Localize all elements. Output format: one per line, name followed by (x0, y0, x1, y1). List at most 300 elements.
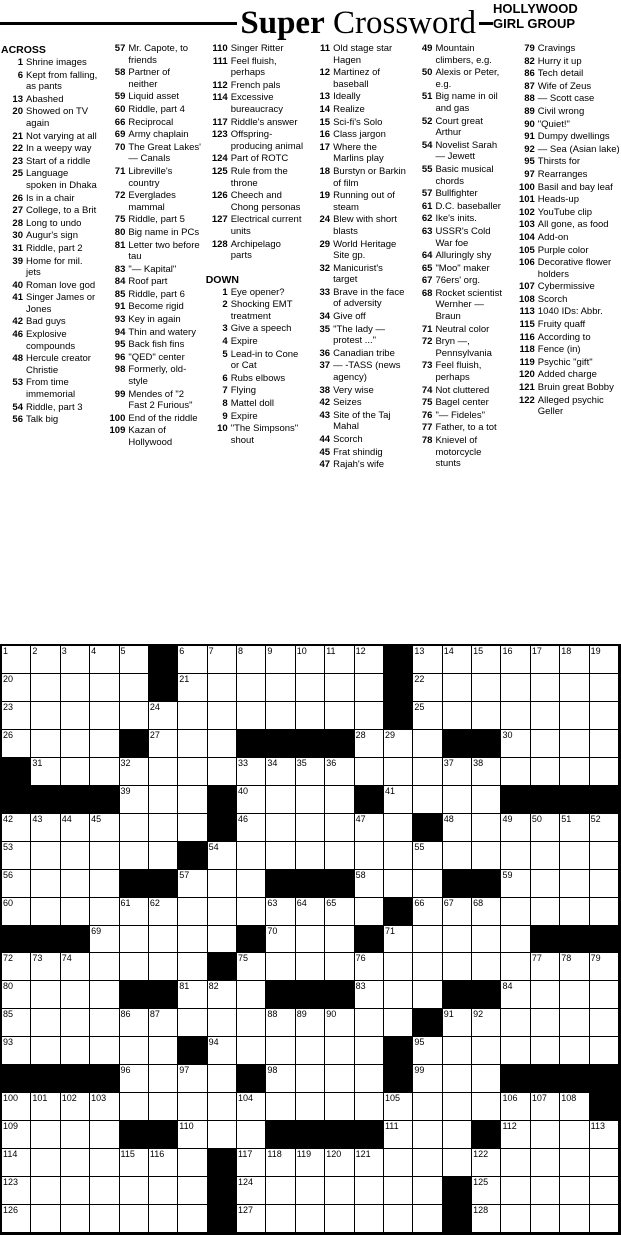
grid-cell[interactable] (90, 702, 119, 730)
grid-cell[interactable] (355, 730, 384, 758)
grid-cell[interactable] (531, 1037, 560, 1065)
grid-cell[interactable] (266, 898, 295, 926)
grid-cell[interactable] (178, 646, 207, 674)
grid-cell[interactable] (31, 842, 60, 870)
grid-cell[interactable] (237, 1205, 266, 1233)
grid-cell[interactable] (472, 702, 501, 730)
grid-cell[interactable] (443, 1121, 472, 1149)
grid-cell[interactable] (90, 953, 119, 981)
grid-cell[interactable] (120, 702, 149, 730)
grid-cell[interactable] (149, 1149, 178, 1177)
grid-cell[interactable] (355, 1065, 384, 1093)
grid-cell[interactable] (61, 1009, 90, 1037)
grid-cell[interactable] (178, 870, 207, 898)
grid-cell[interactable] (590, 1205, 619, 1233)
grid-cell[interactable] (2, 646, 31, 674)
grid-cell[interactable] (413, 953, 442, 981)
grid-cell[interactable] (531, 674, 560, 702)
grid-cell[interactable] (120, 1009, 149, 1037)
grid-cell[interactable] (31, 1205, 60, 1233)
grid-cell[interactable] (296, 898, 325, 926)
grid-cell[interactable] (61, 1037, 90, 1065)
grid-cell[interactable] (296, 1177, 325, 1205)
grid-cell[interactable] (296, 1037, 325, 1065)
grid-cell[interactable] (149, 1093, 178, 1121)
grid-cell[interactable] (443, 1037, 472, 1065)
grid-cell[interactable] (2, 1205, 31, 1233)
grid-cell[interactable] (472, 953, 501, 981)
grid-cell[interactable] (208, 981, 237, 1009)
grid-cell[interactable] (413, 1037, 442, 1065)
grid-cell[interactable] (501, 870, 530, 898)
grid-cell[interactable] (2, 1121, 31, 1149)
grid-cell[interactable] (590, 1149, 619, 1177)
grid-cell[interactable] (120, 926, 149, 954)
grid-cell[interactable] (208, 870, 237, 898)
grid-cell[interactable] (355, 1149, 384, 1177)
grid-cell[interactable] (2, 870, 31, 898)
grid-cell[interactable] (325, 953, 354, 981)
grid-cell[interactable] (443, 758, 472, 786)
grid-cell[interactable] (149, 814, 178, 842)
grid-cell[interactable] (149, 786, 178, 814)
grid-cell[interactable] (501, 926, 530, 954)
grid-cell[interactable] (325, 1009, 354, 1037)
grid-cell[interactable] (237, 898, 266, 926)
grid-cell[interactable] (443, 674, 472, 702)
grid-cell[interactable] (266, 758, 295, 786)
grid-cell[interactable] (178, 926, 207, 954)
grid-cell[interactable] (325, 1065, 354, 1093)
grid-cell[interactable] (384, 1009, 413, 1037)
grid-cell[interactable] (355, 870, 384, 898)
grid-cell[interactable] (149, 842, 178, 870)
grid-cell[interactable] (501, 842, 530, 870)
grid-cell[interactable] (237, 953, 266, 981)
grid-cell[interactable] (237, 1037, 266, 1065)
grid-cell[interactable] (266, 953, 295, 981)
grid-cell[interactable] (90, 730, 119, 758)
grid-cell[interactable] (413, 926, 442, 954)
grid-cell[interactable] (325, 702, 354, 730)
grid-cell[interactable] (531, 730, 560, 758)
grid-cell[interactable] (472, 1009, 501, 1037)
grid-cell[interactable] (590, 730, 619, 758)
grid-cell[interactable] (149, 1177, 178, 1205)
grid-cell[interactable] (325, 898, 354, 926)
grid-cell[interactable] (590, 842, 619, 870)
grid-cell[interactable] (120, 786, 149, 814)
grid-cell[interactable] (325, 1177, 354, 1205)
grid-cell[interactable] (472, 758, 501, 786)
grid-cell[interactable] (208, 842, 237, 870)
grid-cell[interactable] (501, 702, 530, 730)
grid-cell[interactable] (120, 1065, 149, 1093)
grid-cell[interactable] (355, 1037, 384, 1065)
grid-cell[interactable] (2, 730, 31, 758)
grid-cell[interactable] (384, 814, 413, 842)
grid-cell[interactable] (61, 646, 90, 674)
grid-cell[interactable] (325, 1205, 354, 1233)
grid-cell[interactable] (296, 758, 325, 786)
grid-cell[interactable] (384, 1177, 413, 1205)
grid-cell[interactable] (178, 981, 207, 1009)
grid-cell[interactable] (325, 1037, 354, 1065)
grid-cell[interactable] (2, 674, 31, 702)
grid-cell[interactable] (560, 674, 589, 702)
grid-cell[interactable] (531, 842, 560, 870)
grid-cell[interactable] (531, 1093, 560, 1121)
grid-cell[interactable] (237, 1009, 266, 1037)
grid-cell[interactable] (178, 730, 207, 758)
grid-cell[interactable] (384, 758, 413, 786)
grid-cell[interactable] (149, 758, 178, 786)
grid-cell[interactable] (31, 646, 60, 674)
grid-cell[interactable] (472, 898, 501, 926)
grid-cell[interactable] (61, 702, 90, 730)
grid-cell[interactable] (590, 646, 619, 674)
grid-cell[interactable] (590, 981, 619, 1009)
grid-cell[interactable] (178, 674, 207, 702)
grid-cell[interactable] (237, 814, 266, 842)
grid-cell[interactable] (208, 1121, 237, 1149)
grid-cell[interactable] (590, 1037, 619, 1065)
grid-cell[interactable] (2, 1093, 31, 1121)
grid-cell[interactable] (31, 953, 60, 981)
grid-cell[interactable] (208, 702, 237, 730)
grid-cell[interactable] (560, 1205, 589, 1233)
grid-cell[interactable] (531, 814, 560, 842)
grid-cell[interactable] (120, 1205, 149, 1233)
grid-cell[interactable] (325, 646, 354, 674)
grid-cell[interactable] (90, 1205, 119, 1233)
grid-cell[interactable] (31, 1177, 60, 1205)
grid-cell[interactable] (501, 814, 530, 842)
grid-cell[interactable] (443, 898, 472, 926)
grid-cell[interactable] (2, 898, 31, 926)
grid-cell[interactable] (90, 1149, 119, 1177)
grid-cell[interactable] (61, 730, 90, 758)
grid-cell[interactable] (178, 1093, 207, 1121)
grid-cell[interactable] (178, 814, 207, 842)
grid-cell[interactable] (296, 814, 325, 842)
grid-cell[interactable] (120, 842, 149, 870)
grid-cell[interactable] (31, 758, 60, 786)
grid-cell[interactable] (472, 1205, 501, 1233)
grid-cell[interactable] (325, 674, 354, 702)
grid-cell[interactable] (296, 1149, 325, 1177)
grid-cell[interactable] (178, 702, 207, 730)
grid-cell[interactable] (149, 1205, 178, 1233)
grid-cell[interactable] (149, 730, 178, 758)
grid-cell[interactable] (531, 1121, 560, 1149)
grid-cell[interactable] (266, 674, 295, 702)
grid-cell[interactable] (2, 814, 31, 842)
grid-cell[interactable] (208, 898, 237, 926)
grid-cell[interactable] (149, 1037, 178, 1065)
grid-cell[interactable] (325, 1149, 354, 1177)
grid-cell[interactable] (560, 1009, 589, 1037)
grid-cell[interactable] (296, 1009, 325, 1037)
grid-cell[interactable] (266, 926, 295, 954)
grid-cell[interactable] (237, 981, 266, 1009)
grid-cell[interactable] (472, 786, 501, 814)
grid-cell[interactable] (560, 1177, 589, 1205)
grid-cell[interactable] (90, 926, 119, 954)
grid-cell[interactable] (90, 898, 119, 926)
grid-cell[interactable] (501, 1037, 530, 1065)
grid-cell[interactable] (90, 870, 119, 898)
grid-cell[interactable] (472, 842, 501, 870)
grid-cell[interactable] (296, 953, 325, 981)
grid-cell[interactable] (560, 981, 589, 1009)
grid-cell[interactable] (472, 674, 501, 702)
grid-cell[interactable] (237, 786, 266, 814)
grid-cell[interactable] (413, 1177, 442, 1205)
grid-cell[interactable] (501, 1177, 530, 1205)
grid-cell[interactable] (413, 758, 442, 786)
grid-cell[interactable] (90, 1037, 119, 1065)
grid-cell[interactable] (560, 814, 589, 842)
grid-cell[interactable] (531, 702, 560, 730)
grid-cell[interactable] (178, 1121, 207, 1149)
grid-cell[interactable] (355, 953, 384, 981)
grid-cell[interactable] (208, 730, 237, 758)
grid-cell[interactable] (296, 702, 325, 730)
grid-cell[interactable] (61, 758, 90, 786)
grid-cell[interactable] (355, 758, 384, 786)
grid-cell[interactable] (501, 1009, 530, 1037)
grid-cell[interactable] (501, 981, 530, 1009)
grid-cell[interactable] (237, 702, 266, 730)
grid-cell[interactable] (443, 1149, 472, 1177)
grid-cell[interactable] (266, 1177, 295, 1205)
grid-cell[interactable] (384, 786, 413, 814)
grid-cell[interactable] (266, 646, 295, 674)
grid-cell[interactable] (355, 898, 384, 926)
grid-cell[interactable] (413, 898, 442, 926)
grid-cell[interactable] (266, 1093, 295, 1121)
grid-cell[interactable] (237, 1149, 266, 1177)
grid-cell[interactable] (560, 1149, 589, 1177)
grid-cell[interactable] (178, 1205, 207, 1233)
grid-cell[interactable] (266, 1009, 295, 1037)
grid-cell[interactable] (413, 702, 442, 730)
grid-cell[interactable] (531, 1177, 560, 1205)
grid-cell[interactable] (2, 842, 31, 870)
grid-cell[interactable] (208, 1037, 237, 1065)
grid-cell[interactable] (501, 1149, 530, 1177)
grid-cell[interactable] (355, 981, 384, 1009)
grid-cell[interactable] (90, 1093, 119, 1121)
grid-cell[interactable] (443, 926, 472, 954)
grid-cell[interactable] (443, 953, 472, 981)
grid-cell[interactable] (237, 1093, 266, 1121)
grid-cell[interactable] (355, 1177, 384, 1205)
grid-cell[interactable] (237, 1177, 266, 1205)
grid-cell[interactable] (31, 1121, 60, 1149)
grid-cell[interactable] (501, 953, 530, 981)
grid-cell[interactable] (90, 758, 119, 786)
grid-cell[interactable] (590, 953, 619, 981)
grid-cell[interactable] (237, 870, 266, 898)
grid-cell[interactable] (325, 926, 354, 954)
grid-cell[interactable] (90, 981, 119, 1009)
grid-cell[interactable] (120, 814, 149, 842)
grid-cell[interactable] (501, 1205, 530, 1233)
grid-cell[interactable] (178, 1149, 207, 1177)
grid-cell[interactable] (120, 1149, 149, 1177)
grid-cell[interactable] (384, 842, 413, 870)
grid-cell[interactable] (560, 702, 589, 730)
grid-cell[interactable] (120, 1093, 149, 1121)
grid-cell[interactable] (208, 1009, 237, 1037)
grid-cell[interactable] (472, 1037, 501, 1065)
grid-cell[interactable] (355, 814, 384, 842)
grid-cell[interactable] (61, 1149, 90, 1177)
grid-cell[interactable] (531, 646, 560, 674)
grid-cell[interactable] (384, 1205, 413, 1233)
grid-cell[interactable] (472, 1065, 501, 1093)
grid-cell[interactable] (560, 870, 589, 898)
grid-cell[interactable] (501, 898, 530, 926)
grid-cell[interactable] (178, 1177, 207, 1205)
grid-cell[interactable] (472, 814, 501, 842)
grid-cell[interactable] (443, 842, 472, 870)
grid-cell[interactable] (266, 1037, 295, 1065)
grid-cell[interactable] (61, 981, 90, 1009)
grid-cell[interactable] (560, 1037, 589, 1065)
grid-cell[interactable] (90, 1009, 119, 1037)
grid-cell[interactable] (296, 786, 325, 814)
grid-cell[interactable] (208, 926, 237, 954)
grid-cell[interactable] (443, 702, 472, 730)
grid-cell[interactable] (90, 1121, 119, 1149)
grid-cell[interactable] (208, 758, 237, 786)
grid-cell[interactable] (296, 646, 325, 674)
grid-cell[interactable] (31, 870, 60, 898)
grid-cell[interactable] (413, 1093, 442, 1121)
grid-cell[interactable] (413, 1205, 442, 1233)
grid-cell[interactable] (384, 870, 413, 898)
grid-cell[interactable] (531, 870, 560, 898)
grid-cell[interactable] (31, 674, 60, 702)
grid-cell[interactable] (178, 1009, 207, 1037)
grid-cell[interactable] (443, 646, 472, 674)
grid-cell[interactable] (590, 1177, 619, 1205)
grid-cell[interactable] (355, 702, 384, 730)
grid-cell[interactable] (296, 926, 325, 954)
grid-cell[interactable] (355, 842, 384, 870)
grid-cell[interactable] (266, 786, 295, 814)
grid-cell[interactable] (560, 758, 589, 786)
grid-cell[interactable] (413, 674, 442, 702)
grid-cell[interactable] (149, 1009, 178, 1037)
grid-cell[interactable] (413, 842, 442, 870)
grid-cell[interactable] (413, 1065, 442, 1093)
grid-cell[interactable] (266, 1205, 295, 1233)
grid-cell[interactable] (2, 1177, 31, 1205)
grid-cell[interactable] (413, 786, 442, 814)
grid-cell[interactable] (120, 898, 149, 926)
grid-cell[interactable] (443, 814, 472, 842)
grid-cell[interactable] (590, 758, 619, 786)
grid-cell[interactable] (560, 953, 589, 981)
grid-cell[interactable] (2, 702, 31, 730)
grid-cell[interactable] (413, 1149, 442, 1177)
grid-cell[interactable] (413, 981, 442, 1009)
grid-cell[interactable] (31, 1037, 60, 1065)
grid-cell[interactable] (325, 758, 354, 786)
grid-cell[interactable] (355, 646, 384, 674)
grid-cell[interactable] (208, 674, 237, 702)
grid-cell[interactable] (120, 1177, 149, 1205)
grid-cell[interactable] (413, 1121, 442, 1149)
grid-cell[interactable] (531, 1205, 560, 1233)
grid-cell[interactable] (590, 702, 619, 730)
grid-cell[interactable] (178, 953, 207, 981)
grid-cell[interactable] (237, 758, 266, 786)
grid-cell[interactable] (590, 1121, 619, 1149)
grid-cell[interactable] (237, 646, 266, 674)
grid-cell[interactable] (31, 814, 60, 842)
grid-cell[interactable] (501, 674, 530, 702)
grid-cell[interactable] (31, 898, 60, 926)
grid-cell[interactable] (120, 953, 149, 981)
grid-cell[interactable] (296, 1205, 325, 1233)
grid-cell[interactable] (384, 981, 413, 1009)
grid-cell[interactable] (501, 758, 530, 786)
grid-cell[interactable] (531, 953, 560, 981)
grid-cell[interactable] (531, 758, 560, 786)
grid-cell[interactable] (266, 842, 295, 870)
grid-cell[interactable] (178, 786, 207, 814)
grid-cell[interactable] (590, 814, 619, 842)
grid-cell[interactable] (178, 898, 207, 926)
grid-cell[interactable] (2, 1149, 31, 1177)
grid-cell[interactable] (590, 674, 619, 702)
grid-cell[interactable] (266, 702, 295, 730)
grid-cell[interactable] (413, 646, 442, 674)
grid-cell[interactable] (531, 1009, 560, 1037)
grid-cell[interactable] (560, 730, 589, 758)
grid-cell[interactable] (31, 1093, 60, 1121)
grid-cell[interactable] (560, 898, 589, 926)
grid-cell[interactable] (296, 674, 325, 702)
grid-cell[interactable] (560, 1121, 589, 1149)
grid-cell[interactable] (384, 1121, 413, 1149)
grid-cell[interactable] (296, 842, 325, 870)
grid-cell[interactable] (237, 674, 266, 702)
grid-cell[interactable] (325, 1093, 354, 1121)
grid-cell[interactable] (61, 674, 90, 702)
grid-cell[interactable] (149, 953, 178, 981)
grid-cell[interactable] (531, 1149, 560, 1177)
grid-cell[interactable] (61, 953, 90, 981)
grid-cell[interactable] (178, 758, 207, 786)
grid-cell[interactable] (325, 842, 354, 870)
grid-cell[interactable] (413, 730, 442, 758)
grid-cell[interactable] (237, 1121, 266, 1149)
grid-cell[interactable] (149, 702, 178, 730)
grid-cell[interactable] (208, 1093, 237, 1121)
grid-cell[interactable] (443, 1065, 472, 1093)
grid-cell[interactable] (61, 1093, 90, 1121)
grid-cell[interactable] (149, 1065, 178, 1093)
grid-cell[interactable] (266, 814, 295, 842)
grid-cell[interactable] (120, 674, 149, 702)
grid-cell[interactable] (443, 786, 472, 814)
